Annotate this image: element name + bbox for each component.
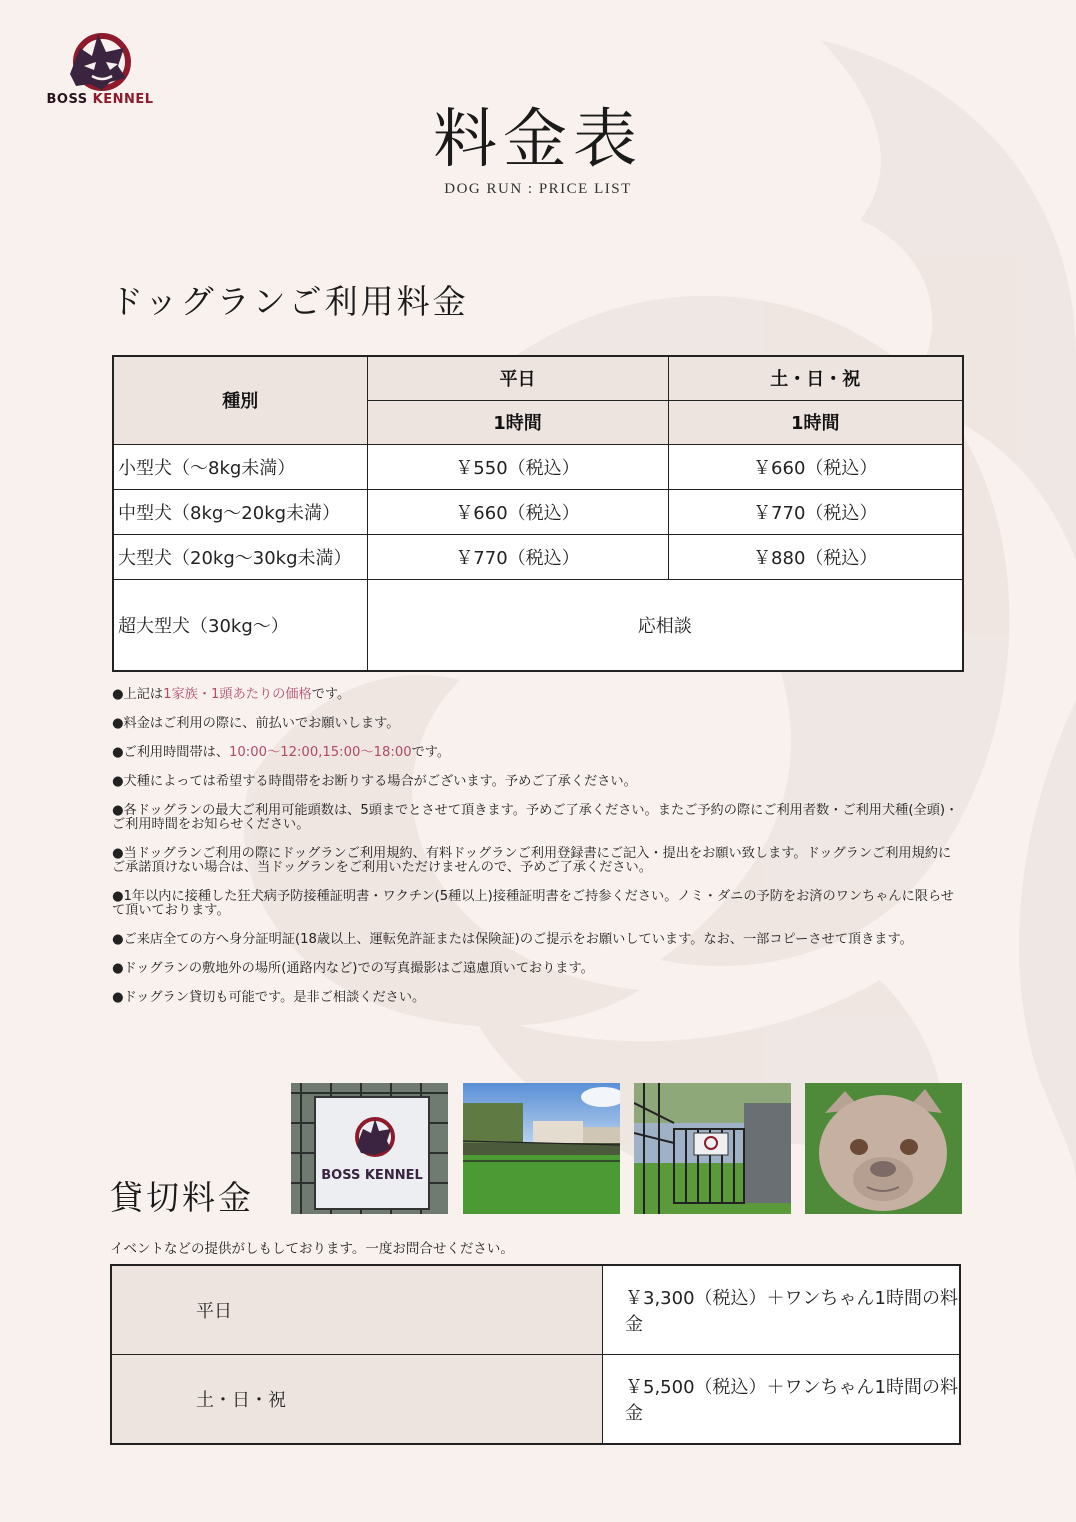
bulldog-logo-icon xyxy=(40,26,160,96)
table-row xyxy=(113,534,963,579)
row-kind: 大型犬（20kg〜30kg未満） xyxy=(113,534,367,579)
row-kind: 中型犬（8kg〜20kg未満） xyxy=(113,489,367,534)
row-consult: 応相談 xyxy=(367,579,963,671)
charter-description: イベントなどの提供がしもしております。一度お問合せください。 xyxy=(110,1241,514,1257)
duration-weekday: 1時間 xyxy=(367,400,668,444)
charter-fee-holiday: ￥5,500（税込）＋ワンちゃん1時間の料金 xyxy=(603,1355,961,1445)
table-row xyxy=(111,1265,960,1355)
dogrun-section-title: ドッグランご利用料金 xyxy=(110,282,469,321)
header-kind: 種別 xyxy=(113,356,367,444)
note-item: ●ドッグラン貸切も可能です。是非ご相談ください。 xyxy=(112,990,426,1005)
charter-price-table xyxy=(110,1264,961,1445)
charter-section-title: 貸切料金 xyxy=(110,1178,254,1217)
table-row xyxy=(111,1355,960,1445)
table-row xyxy=(113,444,963,489)
note-item: ●ドッグランの敷地外の場所(通路内など)での写真撮影はご遠慮頂いております。 xyxy=(112,961,594,976)
sign-text: BOSS KENNEL xyxy=(321,1168,423,1183)
dogrun-price-table xyxy=(112,355,964,672)
note-item: ●上記は1家族・1頭あたりの価格です。 xyxy=(112,687,351,702)
row-holiday-price: ￥770（税込） xyxy=(668,489,963,534)
header-weekday: 平日 xyxy=(367,356,668,400)
row-weekday-price: ￥550（税込） xyxy=(367,444,668,489)
photo-dogrun-lawn xyxy=(463,1083,620,1214)
row-kind: 超大型犬（30kg〜） xyxy=(113,579,367,671)
note-item: ●ご来店全ての方へ身分証明証(18歳以上、運転免許証または保険証)のご提示をお願いしています。なお、一部コピーさせて頂きます。 xyxy=(112,932,913,947)
note-item: ●1年以内に接種した狂犬病予防接種証明書・ワクチン(5種以上)接種証明書をご持参ください。ノミ・ダニの予防をお済のワンちゃんに限らせて頂いております。 xyxy=(112,889,954,918)
page-title: 料金表 xyxy=(433,103,643,177)
photo-sign xyxy=(291,1083,448,1214)
photo-gate xyxy=(634,1083,791,1214)
note-item: ●料金はご利用の際に、前払いでお願いします。 xyxy=(112,716,400,731)
charter-label-holiday: 土・日・祝 xyxy=(111,1355,603,1445)
row-weekday-price: ￥660（税込） xyxy=(367,489,668,534)
header-holiday: 土・日・祝 xyxy=(668,356,963,400)
note-item: ●ご利用時間帯は、10:00〜12:00,15:00〜18:00です。 xyxy=(112,745,451,760)
row-kind: 小型犬（〜8kg未満） xyxy=(113,444,367,489)
charter-label-weekday: 平日 xyxy=(111,1265,603,1355)
photo-bulldog xyxy=(805,1083,962,1214)
row-holiday-price: ￥660（税込） xyxy=(668,444,963,489)
logo-text: BOSS KENNEL xyxy=(46,92,154,107)
page-subtitle: DOG RUN : PRICE LIST xyxy=(444,181,632,197)
note-item: ●当ドッグランご利用の際にドッグランご利用規約、有料ドッグランご利用登録書にご記入・提出をお願い致します。ドッグランご利用規約にご承諾頂けない場合は、当ドッグランをご利用いただけませんので、予めご了承ください。 xyxy=(112,846,952,875)
row-holiday-price: ￥880（税込） xyxy=(668,534,963,579)
duration-holiday: 1時間 xyxy=(668,400,963,444)
note-item: ●犬種によっては希望する時間帯をお断りする場合がございます。予めご了承ください。 xyxy=(112,774,637,789)
notes-list xyxy=(112,688,962,1020)
charter-fee-weekday: ￥3,300（税込）＋ワンちゃん1時間の料金 xyxy=(603,1265,961,1355)
note-item: ●各ドッグランの最大ご利用可能頭数は、5頭までとさせて頂きます。予めご了承ください。またご予約の際にご利用者数・ご利用犬種(全頭)・ご利用時間をお知らせください。 xyxy=(112,803,959,832)
table-row xyxy=(113,489,963,534)
table-row xyxy=(113,579,963,671)
row-weekday-price: ￥770（税込） xyxy=(367,534,668,579)
